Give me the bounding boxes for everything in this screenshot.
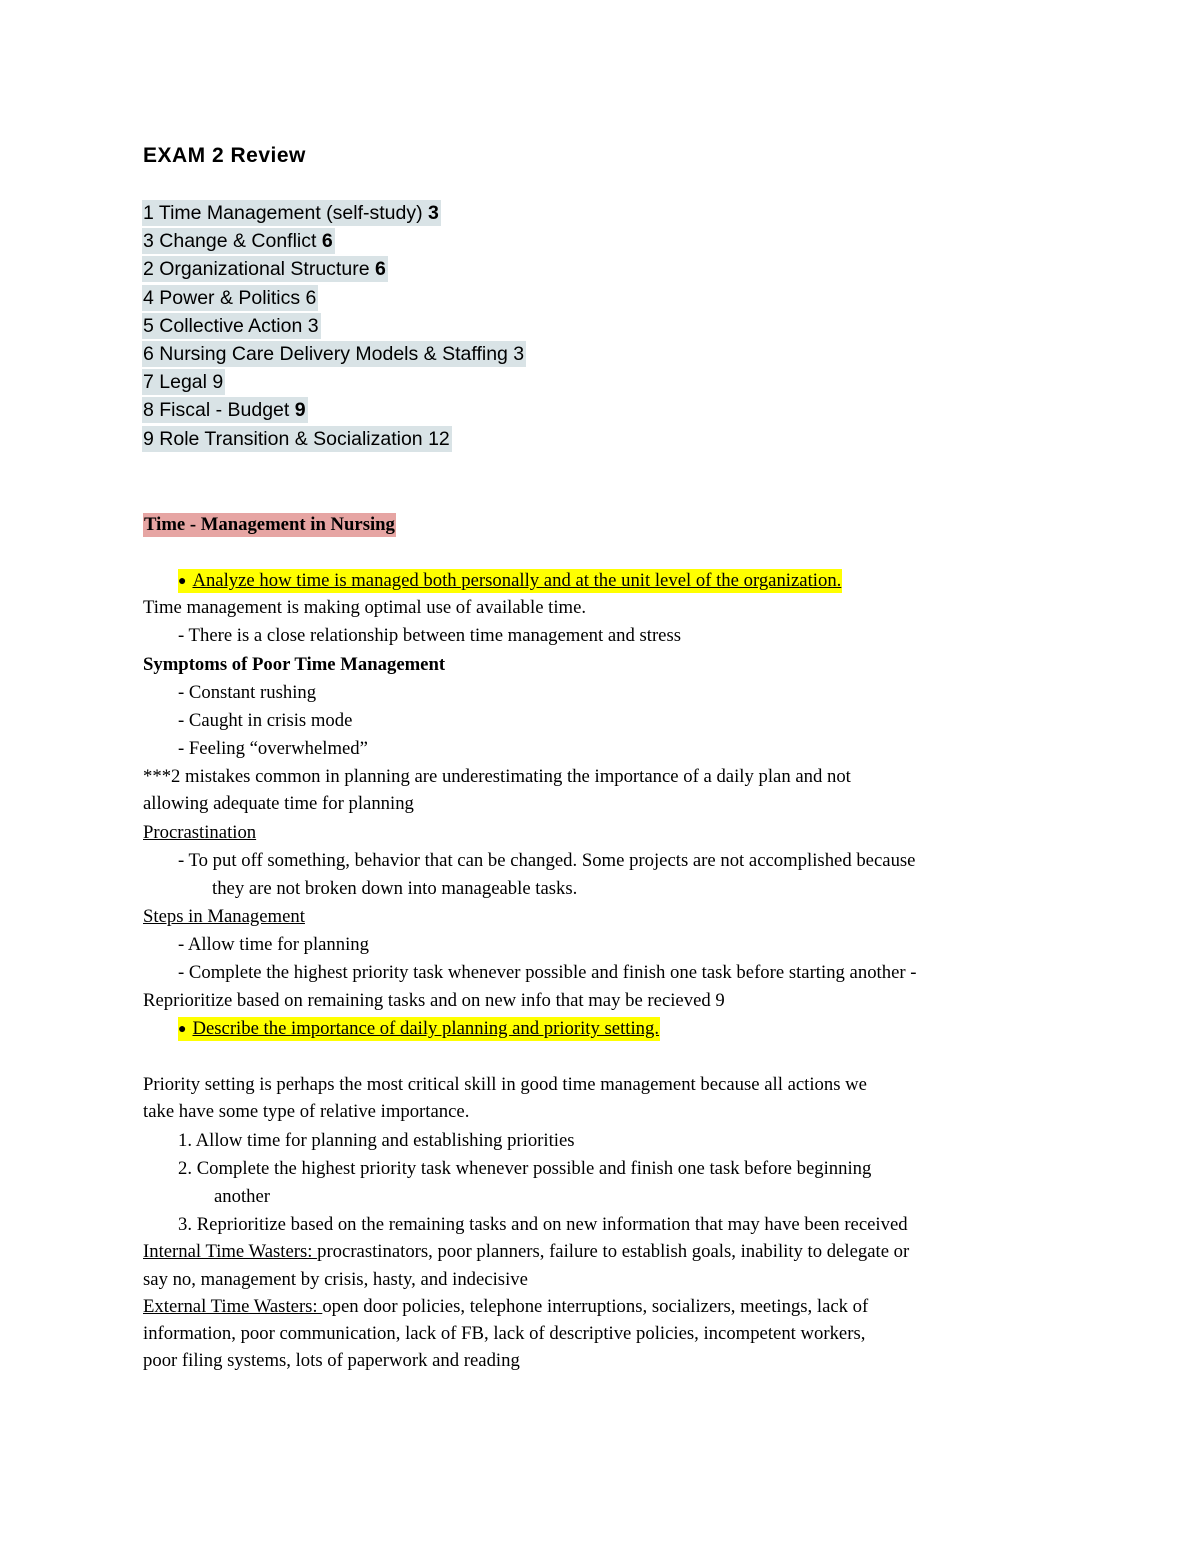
document-title: EXAM 2 Review [143,144,306,167]
mistakes-text: ***2 mistakes common in planning are underestimating the importance of a daily plan and not [143,766,851,787]
step-item: - Allow time for planning [178,934,369,955]
definition-text: Time management is making optimal use of available time. [143,597,587,618]
symptom-item: - Feeling “overwhelmed” [178,738,368,759]
procrastination-text: they are not broken down into manageable tasks. [212,878,578,899]
step-item: - Complete the highest priority task whenever possible and finish one task before starting another - [178,962,917,983]
external-time-wasters: poor filing systems, lots of paperwork and reading [143,1350,520,1371]
symptoms-heading: Symptoms of Poor Time Management [143,654,446,675]
topic-item: 7 Legal 9 [143,371,224,394]
objective-row [178,1017,660,1042]
section-heading-row [143,513,396,537]
objective-row [178,569,842,594]
symptom-item: - Caught in crisis mode [178,710,353,731]
section-heading: Time - Management in Nursing [144,514,395,535]
topic-item: 9 Role Transition & Socialization 12 [143,427,450,450]
priority-list-item: 3. Reprioritize based on the remaining tasks and on new information that may have been received [178,1214,908,1235]
external-time-wasters: External Time Wasters: open door policies, telephone interruptions, socializers, meetings, lack of [143,1296,869,1317]
symptom-item: - Constant rushing [178,682,317,703]
bullet-icon: ● [178,1022,187,1037]
external-time-wasters: information, poor communication, lack of FB, lack of descriptive policies, incompetent workers, [143,1323,866,1344]
topic-item: 6 Nursing Care Delivery Models & Staffing 3 [143,342,525,365]
topic-item: 3 Change & Conflict 6 [143,230,333,253]
steps-heading: Steps in Management [143,906,305,927]
internal-time-wasters: Internal Time Wasters: procrastinators, poor planners, failure to establish goals, inability to delegate or [143,1241,910,1262]
priority-text: Priority setting is perhaps the most critical skill in good time management because all actions we [143,1074,867,1095]
topic-item: 1 Time Management (self-study) 3 [143,202,439,224]
internal-time-wasters: say no, management by crisis, hasty, and indecisive [143,1269,528,1290]
topic-item: 5 Collective Action 3 [143,314,319,337]
topic-list [142,200,526,454]
priority-list-item: 2. Complete the highest priority task whenever possible and finish one task before beginning [178,1158,872,1179]
priority-list-item: 1. Allow time for planning and establishing priorities [178,1130,575,1151]
stress-note: - There is a close relationship between time management and stress [178,625,682,646]
learning-objective: ● Describe the importance of daily planning and priority setting. [178,1017,660,1041]
mistakes-text: allowing adequate time for planning [143,793,414,814]
procrastination-text: - To put off something, behavior that can be changed. Some projects are not accomplished because [178,850,916,871]
bullet-icon: ● [178,574,187,589]
step-item: Reprioritize based on remaining tasks and on new info that may be recieved 9 [143,990,725,1011]
topic-item: 4 Power & Politics 6 [143,286,317,309]
priority-text: take have some type of relative importance. [143,1101,470,1122]
learning-objective: ● Analyze how time is managed both personally and at the unit level of the organization. [178,569,842,593]
topic-item: 2 Organizational Structure 6 [143,258,386,281]
procrastination-heading: Procrastination [143,822,257,843]
priority-list-item: another [214,1186,271,1207]
topic-item: 8 Fiscal - Budget 9 [143,399,306,422]
